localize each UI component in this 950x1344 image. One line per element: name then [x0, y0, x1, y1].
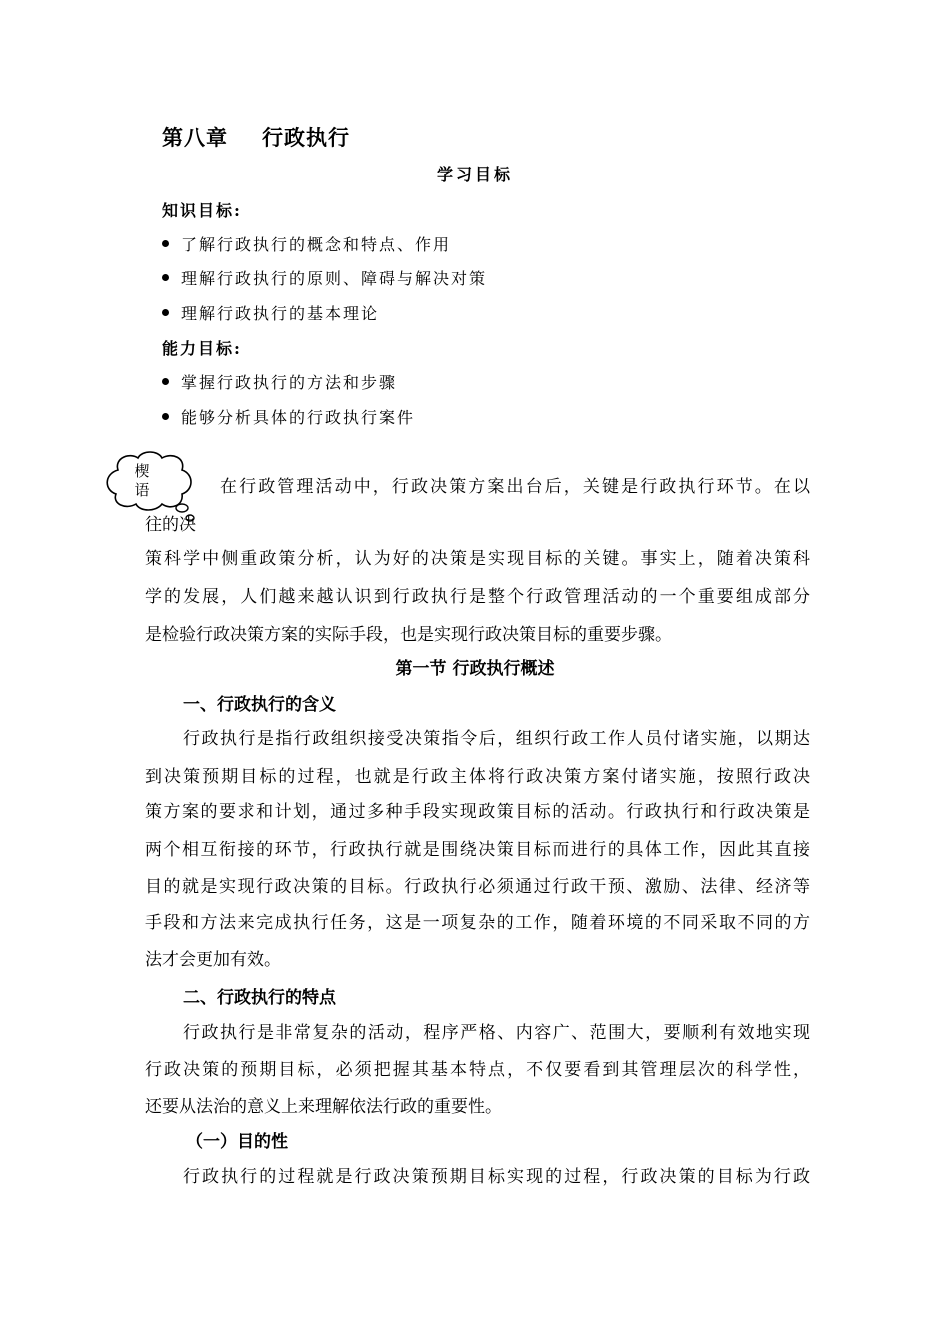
- subsection-heading: 二、行政执行的特点: [183, 988, 336, 1008]
- list-item: 掌握行政执行的方法和步骤: [162, 370, 397, 393]
- intro-line: 在行政管理活动中，行政决策方案出台后，关键是行政执行环节。在以: [220, 477, 810, 497]
- paragraph-line: 手段和方法来完成执行任务，这是一项复杂的工作，随着环境的不同采取不同的方: [145, 913, 810, 933]
- paragraph-line: 策方案的要求和计划，通过多种手段实现政策目标的活动。行政执行和行政决策是: [145, 802, 810, 822]
- chapter-heading: [162, 122, 350, 152]
- paragraph-line: 目的就是实现行政决策的目标。行政执行必须通过行政干预、激励、法律、经济等: [145, 877, 810, 897]
- intro-line: 策科学中侧重政策分析，认为好的决策是实现目标的关键。事实上，随着决策科: [145, 549, 810, 569]
- list-item: 理解行政执行的原则、障碍与解决对策: [162, 266, 487, 289]
- bullet-icon: [162, 309, 169, 316]
- chapter-title: 行政执行: [262, 125, 350, 150]
- paragraph-line: 到决策预期目标的过程，也就是行政主体将行政决策方案付诸实施，按照行政决: [145, 767, 810, 787]
- list-item: 理解行政执行的基本理论: [162, 301, 379, 324]
- intro-line: 学的发展，人们越来越认识到行政执行是整个行政管理活动的一个重要组成部分: [145, 587, 810, 607]
- cloud-label: 楔 语: [134, 462, 150, 499]
- knowledge-label: 知识目标:: [162, 201, 242, 220]
- section-title: 第一节 行政执行概述: [395, 659, 555, 679]
- bullet-icon: [162, 413, 169, 420]
- list-item: 了解行政执行的概念和特点、作用: [162, 232, 451, 255]
- list-item: 能够分析具体的行政执行案件: [162, 405, 415, 428]
- paragraph-line: 两个相互衔接的环节，行政执行就是围绕决策目标而进行的具体工作，因此其直接: [145, 840, 810, 860]
- objectives-title: 学习目标: [436, 165, 513, 184]
- paragraph-line: 行政执行的过程就是行政决策预期目标实现的过程，行政决策的目标为行政: [183, 1167, 810, 1187]
- ability-label: 能力目标:: [162, 339, 242, 358]
- subsection-heading: （一）目的性: [186, 1132, 288, 1152]
- bullet-icon: [162, 378, 169, 385]
- paragraph-line: 还要从法治的意义上来理解依法行政的重要性。: [145, 1097, 502, 1117]
- intro-line: 往的决: [145, 515, 196, 535]
- intro-line: 是检验行政决策方案的实际手段，也是实现行政决策目标的重要步骤。: [145, 625, 672, 645]
- paragraph-line: 行政执行是指行政组织接受决策指令后，组织行政工作人员付诸实施，以期达: [183, 729, 810, 749]
- paragraph-line: 法才会更加有效。: [145, 950, 281, 970]
- bullet-icon: [162, 274, 169, 281]
- paragraph-line: 行政执行是非常复杂的活动，程序严格、内容广、范围大，要顺利有效地实现: [183, 1023, 810, 1043]
- subsection-heading: 一、行政执行的含义: [183, 695, 336, 715]
- paragraph-line: 行政决策的预期目标，必须把握其基本特点，不仅要看到其管理层次的科学性，: [145, 1060, 810, 1080]
- chapter-number: 第八章: [162, 125, 228, 150]
- bullet-icon: [162, 240, 169, 247]
